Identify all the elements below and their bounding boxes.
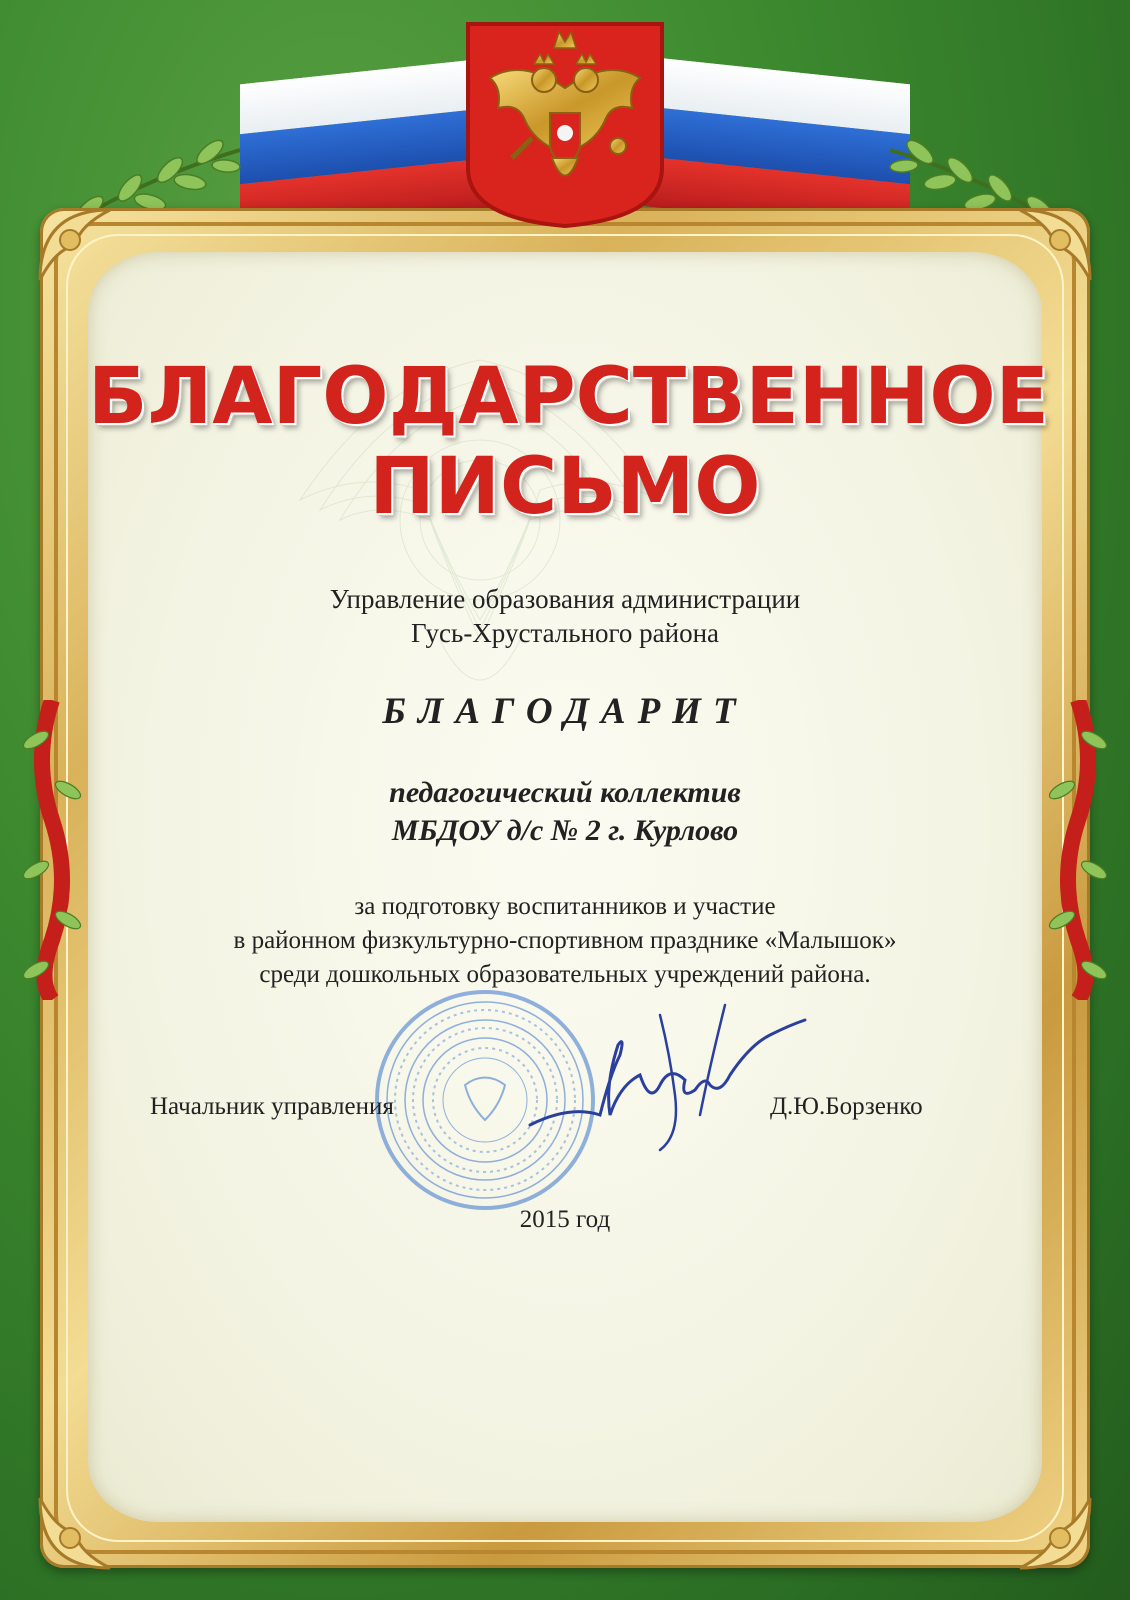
signer-role: Начальник управления [150, 1093, 394, 1120]
reason-block [88, 890, 1042, 992]
side-ribbon-right-icon [1048, 700, 1108, 1000]
recipient-line1: педагогический коллектив [389, 776, 741, 809]
reason-line3: среди дошкольных образовательных учреждений района. [259, 961, 871, 988]
certificate-title-line1: БЛАГОДАРСТВЕННОЕ [88, 352, 1049, 442]
handwritten-signature-icon [510, 995, 810, 1155]
recipient-block [88, 774, 1042, 850]
reason-line1: за подготовку воспитанников и участие [354, 893, 776, 920]
issue-year: 2015 год [519, 1206, 611, 1233]
recipient-line2: МБДОУ д/с № 2 г. Курлово [391, 814, 739, 847]
issuer-block [88, 582, 1042, 650]
coat-of-arms-icon [462, 18, 668, 230]
issuer-line1: Управление образования администрации [329, 584, 801, 614]
certificate-title-line2: ПИСЬМО [369, 442, 761, 532]
issuer-line2: Гусь-Хрустального района [410, 618, 720, 648]
signer-name: Д.Ю.Борзенко [770, 1093, 923, 1120]
side-ribbon-left-icon [22, 700, 82, 1000]
thanks-verb: БЛАГОДАРИТ [382, 691, 748, 732]
reason-line2: в районном физкультурно-спортивном празднике «Малышок» [233, 927, 897, 954]
